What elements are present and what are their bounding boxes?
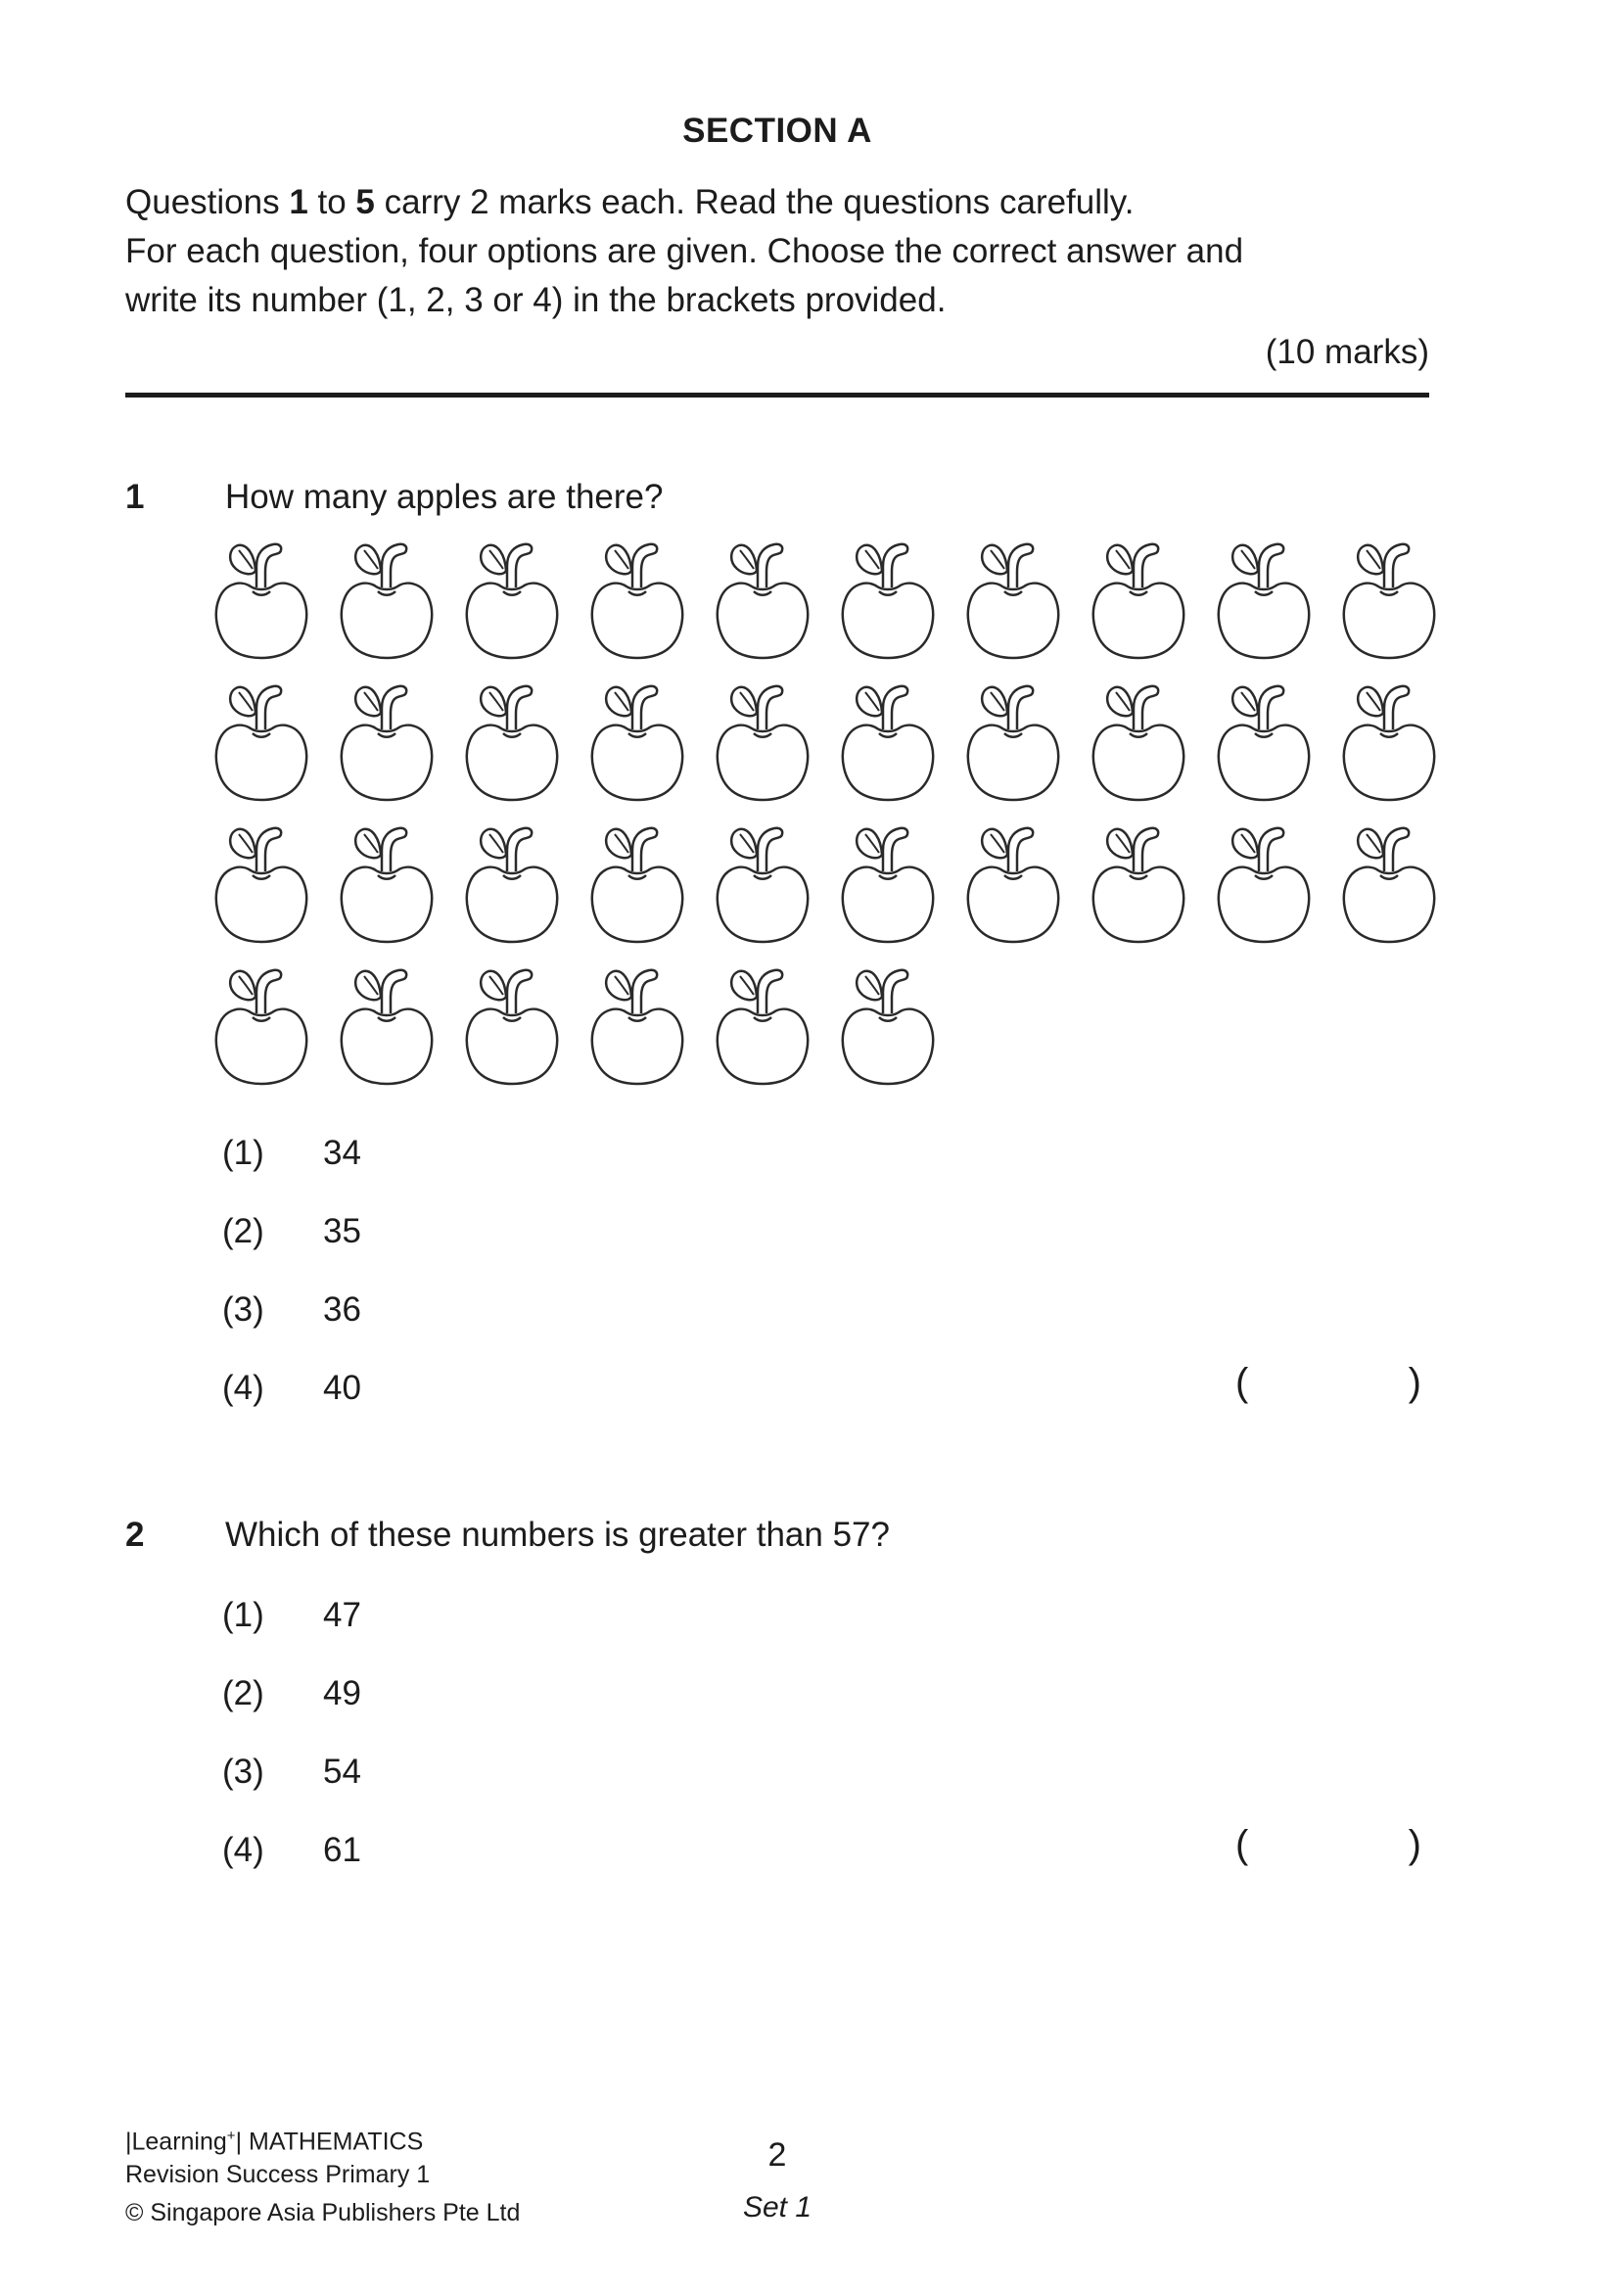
option-value: 34: [323, 1134, 361, 1172]
section-divider-rule: [125, 393, 1429, 398]
apple-icon: [836, 966, 940, 1090]
apple-icon: [836, 824, 940, 948]
apple-icon: [335, 824, 439, 948]
apple-icon: [711, 966, 814, 1090]
option-label: (2): [222, 1674, 264, 1712]
question-2-answer-slot[interactable]: [1235, 1823, 1421, 1867]
footer-series-line: Revision Success Primary 1: [125, 2161, 431, 2189]
apple-icon: [335, 966, 439, 1090]
question-2-header: [125, 1516, 1437, 1555]
apple-icon: [209, 966, 313, 1090]
question-2-number: 2: [125, 1516, 145, 1554]
apple-icon: [961, 824, 1065, 948]
apple-icon: [836, 682, 940, 806]
apple-icon: [1087, 824, 1190, 948]
answer-bracket-close: ): [1408, 1361, 1421, 1404]
apple-icon: [1212, 540, 1316, 664]
apple-row: [209, 824, 1441, 948]
question-2-options: [222, 1596, 361, 1909]
option-label: (3): [222, 1753, 264, 1791]
question-1-apple-grid: [209, 540, 1441, 1108]
apple-icon: [1337, 824, 1441, 948]
footer-brand-sup: +: [226, 2128, 236, 2144]
option-row: [222, 1212, 361, 1251]
instructions-line-3: write its number (1, 2, 3 or 4) in the brackets provided.: [125, 281, 947, 319]
option-value: 61: [323, 1831, 361, 1869]
instr-bold-question-end: 5: [355, 183, 375, 221]
instr-text: to: [307, 183, 356, 221]
apple-icon: [209, 682, 313, 806]
apple-icon: [1212, 682, 1316, 806]
option-row: [222, 1674, 361, 1713]
question-1-text: How many apples are there?: [225, 478, 664, 516]
option-label: (1): [222, 1596, 264, 1634]
instr-text: carry 2 marks each. Read the questions carefully.: [374, 183, 1135, 221]
apple-icon: [335, 540, 439, 664]
footer-page-number: 2: [767, 2136, 787, 2174]
section-title: SECTION A: [682, 112, 872, 150]
apple-icon: [711, 682, 814, 806]
section-marks: (10 marks): [1265, 333, 1429, 371]
instructions-block: [125, 178, 1457, 325]
instructions-line-1: [125, 178, 1457, 227]
question-2-text: Which of these numbers is greater than 57?: [225, 1516, 890, 1554]
apple-icon: [335, 682, 439, 806]
apple-icon: [1337, 540, 1441, 664]
apple-icon: [209, 540, 313, 664]
question-1-number: 1: [125, 478, 145, 516]
apple-icon: [1087, 682, 1190, 806]
apple-icon: [836, 540, 940, 664]
question-1-header: [125, 478, 1437, 517]
option-label: (1): [222, 1134, 264, 1172]
option-row: [222, 1369, 361, 1408]
option-label: (4): [222, 1831, 264, 1869]
apple-row: [209, 966, 1441, 1090]
apple-icon: [1087, 540, 1190, 664]
answer-bracket-open: (: [1235, 1823, 1249, 1866]
instr-bold-question-start: 1: [289, 183, 308, 221]
apple-row: [209, 682, 1441, 806]
option-row: [222, 1134, 361, 1173]
apple-icon: [961, 682, 1065, 806]
option-row: [222, 1596, 361, 1635]
apple-icon: [460, 682, 564, 806]
apple-icon: [585, 966, 689, 1090]
apple-icon: [585, 540, 689, 664]
option-value: 35: [323, 1212, 361, 1250]
option-row: [222, 1831, 361, 1870]
instructions-line-2: For each question, four options are given. Choose the correct answer and: [125, 232, 1244, 270]
option-row: [222, 1753, 361, 1792]
apple-icon: [711, 540, 814, 664]
apple-icon: [961, 540, 1065, 664]
option-value: 36: [323, 1290, 361, 1329]
footer-set-label: Set 1: [742, 2191, 812, 2224]
option-value: 40: [323, 1369, 361, 1407]
apple-icon: [585, 824, 689, 948]
apple-icon: [460, 966, 564, 1090]
apple-icon: [585, 682, 689, 806]
answer-bracket-close: ): [1408, 1823, 1421, 1866]
option-value: 54: [323, 1753, 361, 1791]
apple-icon: [1212, 824, 1316, 948]
footer-copyright: © Singapore Asia Publishers Pte Ltd: [125, 2199, 521, 2226]
question-1-options: [222, 1134, 361, 1447]
footer-brand-post: | MATHEMATICS: [235, 2128, 424, 2156]
option-label: (2): [222, 1212, 264, 1250]
option-label: (3): [222, 1290, 264, 1329]
answer-bracket-open: (: [1235, 1361, 1249, 1404]
footer-brand-pre: |Learning: [125, 2128, 227, 2156]
apple-icon: [460, 824, 564, 948]
apple-icon: [711, 824, 814, 948]
apple-icon: [460, 540, 564, 664]
apple-icon: [1337, 682, 1441, 806]
option-value: 47: [323, 1596, 361, 1634]
option-label: (4): [222, 1369, 264, 1407]
apple-row: [209, 540, 1441, 664]
option-value: 49: [323, 1674, 361, 1712]
apple-icon: [209, 824, 313, 948]
instr-text: Questions: [125, 183, 290, 221]
question-1-answer-slot[interactable]: [1235, 1361, 1421, 1405]
option-row: [222, 1290, 361, 1330]
